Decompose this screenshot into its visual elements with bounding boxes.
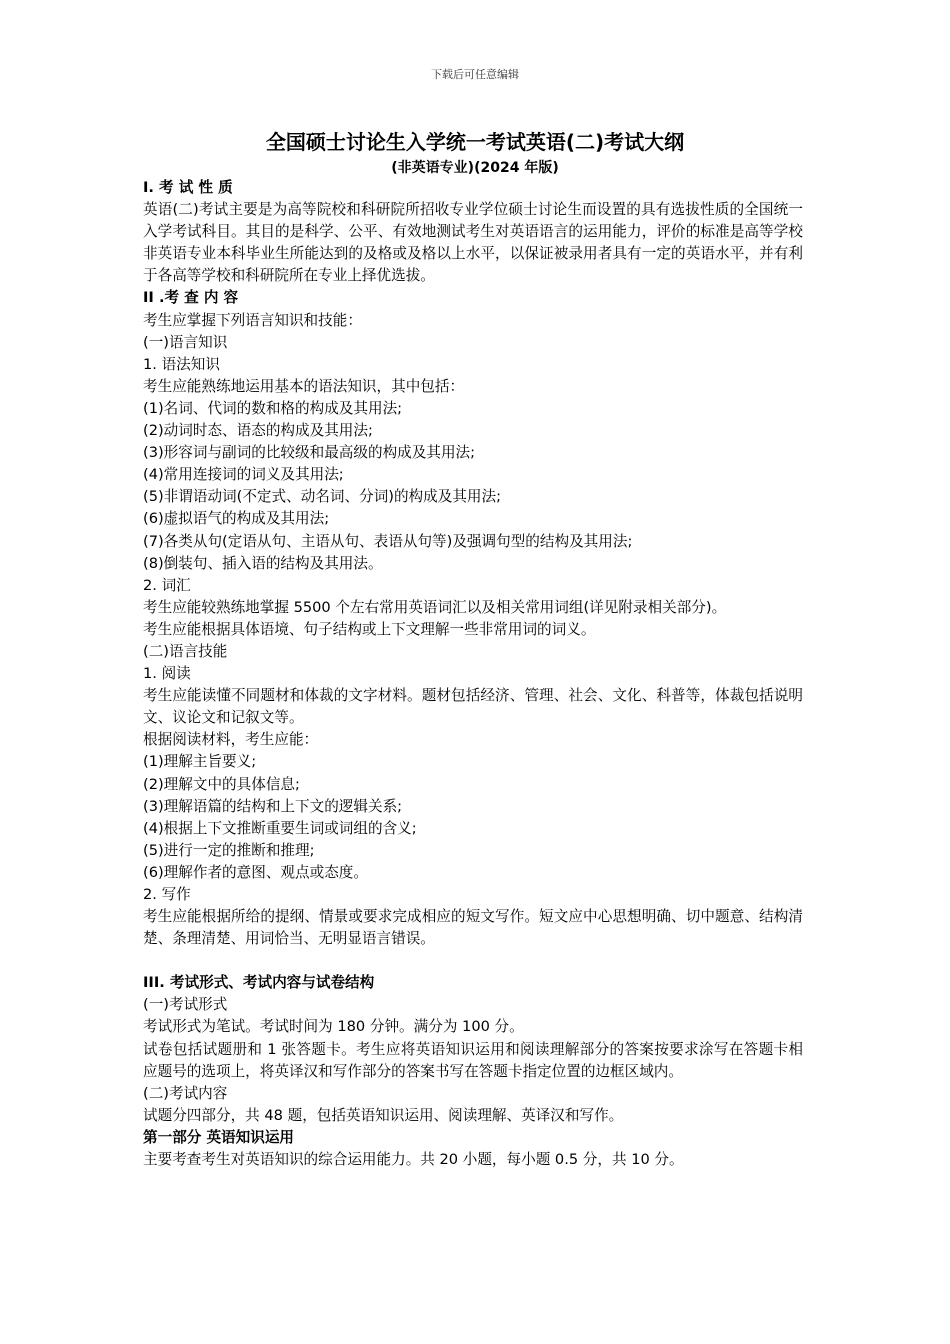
list-item: (1)名词、代词的数和格的构成及其用法; [143,399,403,417]
list-item: (4)常用连接词的词义及其用法; [143,466,344,484]
section-heading-content: II .考 查 内 容 [143,289,239,307]
paragraph-content-intro: 考生应掌握下列语言知识和技能： [143,311,362,329]
subheading-language-knowledge: (一)语言知识 [143,333,228,351]
list-item: (5)非谓语动词(不定式、动名词、分词)的构成及其用法; [143,488,502,506]
list-item: (4)根据上下文推断重要生词或词组的含义; [143,819,417,837]
paragraph-part1: 主要考查考生对英语知识的综合运用能力。共 20 小题，每小题 0.5 分，共 10 分。 [143,1151,684,1169]
subheading-reading: 1. 阅读 [143,665,191,683]
list-item: (8)倒装句、插入语的结构及其用法。 [143,554,383,572]
list-item: (7)各类从句(定语从句、主语从句、表语从句等)及强调句型的结构及其用法; [143,532,633,550]
list-item: (3)形容词与副词的比较级和最高级的构成及其用法; [143,444,476,462]
document-body [143,177,803,1171]
part-heading-knowledge-use: 第一部分 英语知识运用 [143,1128,295,1146]
paragraph-reading-2: 根据阅读材料，考生应能： [143,731,319,749]
paragraph-exam-content: 试题分四部分，共 48 题，包括英语知识运用、阅读理解、英译汉和写作。 [143,1106,624,1124]
list-item: (6)虚拟语气的构成及其用法; [143,510,330,528]
section-heading-nature: I. 考 试 性 质 [143,179,233,196]
paragraph-exam-form-2: 试卷包括试题册和 1 张答题卡。考生应将英语知识运用和阅读理解部分的答案按要求涂写在答题卡相应题号的选项上，将英译汉和写作部分的答案书写在答题卡指定位置的边框区域内。 [143,1040,803,1080]
spacer [143,950,803,972]
subheading-writing: 2. 写作 [143,886,191,903]
list-item: (2)理解文中的具体信息; [143,775,300,793]
paragraph-writing: 考生应能根据所给的提纲、情景或要求完成相应的短文写作。短文应中心思想明确、切中题意、结构清楚、条理清楚、用词恰当、无明显语言错误。 [143,908,803,948]
subheading-language-skills: (二)语言技能 [143,642,228,660]
document-title: 全国硕士讨论生入学统一考试英语(二)考试大纲 [265,130,685,154]
section-heading-exam: III. 考试形式、考试内容与试卷结构 [143,974,375,992]
paragraph-reading-1: 考生应能读懂不同题材和体裁的文字材料。题材包括经济、管理、社会、文化、科普等，体裁包括说明文、议论文和记叙文等。 [143,687,803,727]
list-item: (6)理解作者的意图、观点或态度。 [143,863,368,881]
document-subtitle: (非英语专业)(2024 年版) [391,160,559,176]
subheading-vocabulary: 2. 词汇 [143,576,191,594]
header-note: 下载后可任意编辑 [431,68,519,81]
list-item: (5)进行一定的推断和推理; [143,841,315,859]
subheading-exam-content: (二)考试内容 [143,1084,228,1102]
paragraph-exam-form-1: 考试形式为笔试。考试时间为 180 分钟。满分为 100 分。 [143,1018,524,1036]
list-item: (1)理解主旨要义; [143,753,257,771]
paragraph-vocabulary-1: 考生应能较熟练地掌握 5500 个左右常用英语词汇以及相关常用词组(详见附录相关部分)。 [143,598,727,616]
list-item: (3)理解语篇的结构和上下文的逻辑关系; [143,797,403,815]
list-item: (2)动词时态、语态的构成及其用法; [143,422,373,440]
paragraph-vocabulary-2: 考生应能根据具体语境、句子结构或上下文理解一些非常用词的词义。 [143,620,596,638]
paragraph-nature: 英语(二)考试主要是为高等院校和科研院所招收专业学位硕士讨论生而设置的具有选拔性质的全国统一入学考试科目。其目的是科学、公平、有效地测试考生对英语语言的运用能力，评价的标准是高等学校非英语专业本科毕业生所能达到的及格或及格以上水平，以保证被录用者具有一定的英语水平，并有利于各高等学校和科研院所在专业上择优选拔。 [143,201,803,285]
paragraph-grammar-intro: 考生应能熟练地运用基本的语法知识，其中包括： [143,377,465,395]
subheading-exam-form: (一)考试形式 [143,996,228,1014]
subheading-grammar: 1. 语法知识 [143,355,220,373]
